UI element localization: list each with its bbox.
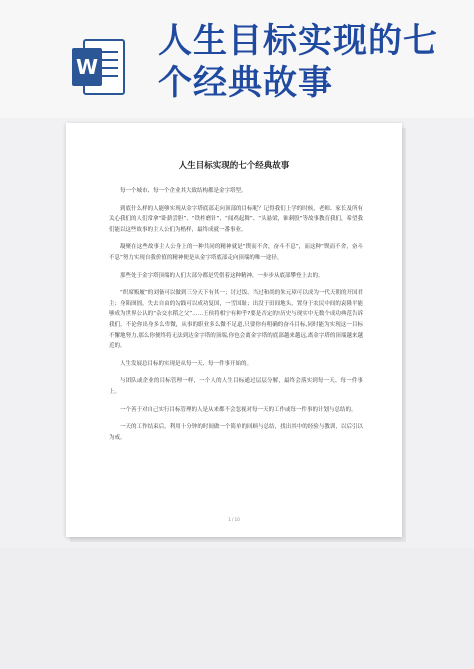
paragraph: 与团队或企业的目标管理一样，一个人的人生目标通过层层分解，最终会落实到每一天、每一件事上。	[109, 378, 363, 395]
paragraph: 人生发展总目标的实现是从每一天、每一件事开始的。	[120, 360, 253, 367]
word-document-icon	[68, 36, 130, 98]
paragraph: 每一个城市、每一个企业其大致结构都是金字塔型。	[120, 188, 247, 194]
paragraph: 那些处于金字塔顶端的人们大部分都是凭借着这种精神，一步步从底部攀登上去的。	[120, 272, 324, 279]
paragraph: 到底什么样的人能够实现从金字塔底部走向顶部的目标呢？记得我们上学的时候，老师、家长及所有关心我们的人们常拿“卧薪尝胆”、“铁杵磨针”、“闻鸡起舞”、“头悬梁，锥刺股”等故事教育我们，希望我们能以这些故事的主人公们为楷样，最终成就一番事业。	[109, 205, 363, 233]
document-body	[109, 186, 363, 450]
footer-background	[0, 548, 474, 669]
banner-title: 人生目标实现的七个经典故事	[158, 21, 438, 103]
document-page	[66, 123, 402, 537]
paragraph: 凝聚在这些故事主人公身上的一种共同的精神就是“锲而不舍，奋斗不息”，而这种“锲而不舍，奋斗不息”努力实现自我价值的精神便是从金字塔底部走向顶端的唯一途径。	[109, 244, 363, 261]
word-logo-letter: W	[75, 55, 99, 79]
paragraph: 一天的工作结束后，利用十分钟的时间做一个简单的回顾与总结，找出其中的经验与教训，以后引以为戒。	[109, 424, 363, 441]
page-number: 1 / 10	[228, 517, 240, 522]
paragraph: “织席贩履”的刘备可以做到三分天下有其一；讨过饭、当过和尚的朱元璋可以成为一代天朝的开国君主；身陷囹圄，失去自由的勾践可以成功复国，一雪国耻；出没于田间地头，置身于农民中间的袁隆平能够成为世界公认的“杂交水稻之父”……王侯将相宁有种乎?要是否定的!历史与现实中无数个成功典范告诉我们，不论你出身多么卑微，从事的职业多么微不足道,只要你有明确的奋斗目标,同时能为实现这一目标不懈地努力,那么你便终将无法到达金字塔的顶端,你也会离金字塔的底部越来越远,离金字塔的顶端越来越近的。	[109, 290, 363, 350]
document-title: 人生目标实现的七个经典故事	[178, 161, 290, 171]
banner	[0, 0, 474, 118]
paragraph: 一个善于对自己实行目标管理的人是从来都不会忽视对每一天的工作或每一件事的计划与总结的。	[120, 406, 357, 413]
